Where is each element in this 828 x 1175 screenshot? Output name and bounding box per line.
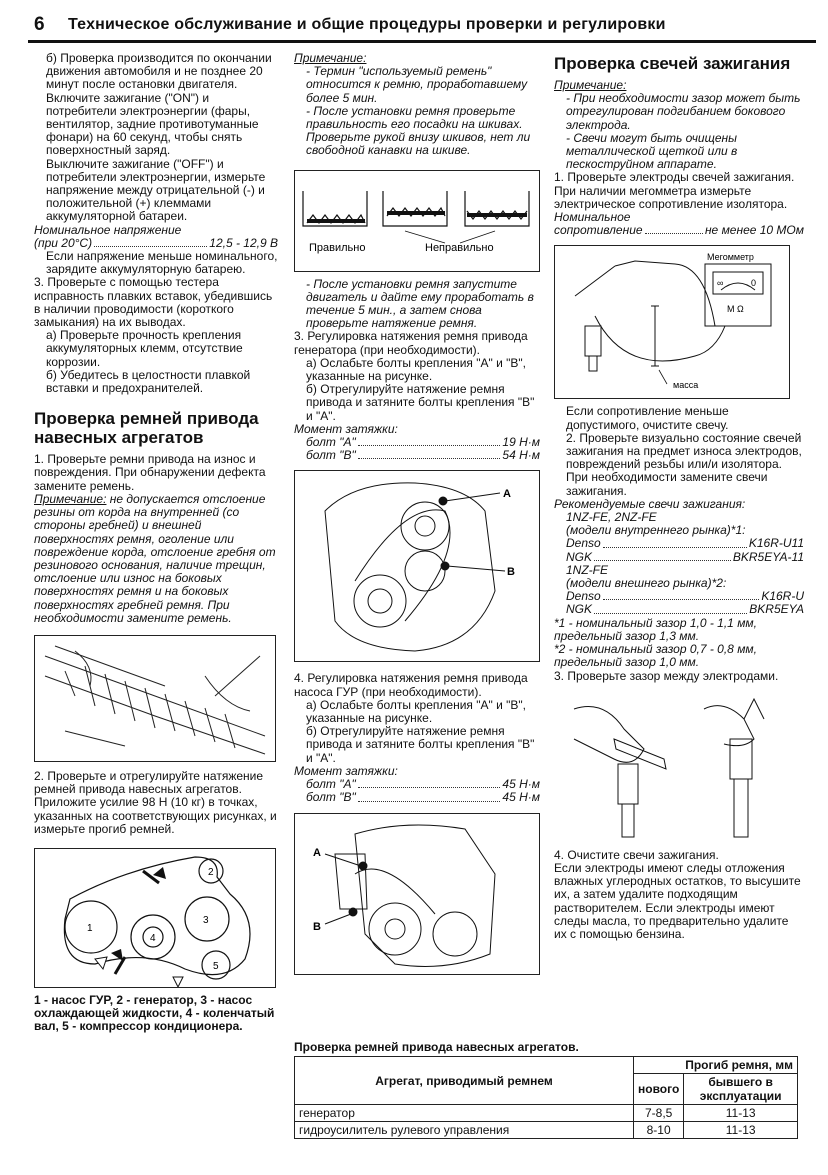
nominal-resistance-name: сопротивление [554,223,643,238]
col-header-deflection: Прогиб ремня, мм [634,1057,798,1074]
torque-value: 19 Н·м [502,435,540,450]
cell-used: 11-13 [684,1105,798,1122]
scale-inf: ∞ [717,278,724,289]
ps-pump-figure [294,813,540,975]
col-header-new: нового [634,1074,684,1105]
footnote: *1 - номинальный зазор 1,0 - 1,1 мм, предельный зазор 1,3 мм. [554,615,757,643]
table-row [295,1122,798,1139]
torque-value: 45 Н·м [502,790,540,805]
pulley-label: 3 [203,914,209,926]
note: - После установки ремня запустите двигатель и дайте ему проработать в течение 5 мин., а затем снова проверьте натяжение ремня. [306,276,534,331]
torque-label: Момент затяжки: [294,421,398,436]
torque-name: болт "В" [306,448,356,463]
paragraph: 1. Проверьте электроды свечей зажигания. При наличии мегомметра измерьте электрическое сопротивление изолятора. [554,170,795,211]
market: (модели внутреннего рынка)*1: [566,523,746,538]
paragraph: 1. Проверьте ремни привода на износ и повреждения. При обнаружении дефекта замените ремень. [34,452,266,493]
section-heading-spark-plugs: Проверка свечей зажигания [554,54,791,73]
cell-unit: гидроусилитель рулевого управления [295,1122,634,1139]
megohmmeter-illustration [555,246,789,398]
paragraph: а) Ослабьте болты крепления "А" и "В", указанные на рисунке. [306,355,526,384]
alternator-illustration [295,471,539,661]
engine-models: 1NZ-FE, 2NZ-FE [566,510,657,525]
table-row [295,1105,798,1122]
megohmmeter-label: Мегомметр [707,252,754,263]
paragraph: 2. Проверьте и отрегулируйте натяжение ремней привода навесных агрегатов. Приложите усилие 98 Н (10 кг) в точках, указанных на соответствующих рисунках, и измерьте прогиб ремней. [34,768,277,836]
column-middle [294,52,540,975]
plug-row [554,603,804,616]
paragraph: а) Ослабьте болты крепления "А" и "В", указанные на рисунке. [306,697,526,726]
paragraph: Если электроды имеют следы отложения влажных углеродных остатков, то высушите их, а затем удалите подходящим растворителем. Если электроды имеют следы масла, то предварительно удалите их с помощью бензина. [554,860,801,941]
figure-caption: 1 - насос ГУР, 2 - генератор, 3 - насос охлаждающей жидкости, 4 - коленчатый вал, 5 - компрессор кондиционера. [34,992,275,1034]
cell-new: 7-8,5 [634,1105,684,1122]
column-left [34,52,278,1034]
paragraph: 2. Проверьте визуально состояние свечей зажигания на предмет износа электродов, повреждений резьбы или/и изолятора. При необходимости замените свечи зажигания. [566,430,802,498]
torque-value: 45 Н·м [502,777,540,792]
table-title: Проверка ремней привода навесных агрегатов. [294,1040,579,1054]
nominal-voltage-condition: (при 20°С) [34,235,93,250]
paragraph: 4. Очистите свечи зажигания. [554,847,719,862]
torque-label: Момент затяжки: [294,763,398,778]
plug-brand: Denso [566,589,601,604]
paragraph: Выключите зажигание ("OFF") и потребители электроэнергии, измерьте напряжение между отрицательной (-) и положительной (+) клеммами аккумуляторной батареи. [46,156,266,224]
nominal-voltage-label: Номинальное напряжение [34,222,182,237]
nominal-resistance-label: Номинальное [554,210,631,225]
plug-brand: NGK [566,602,593,617]
belt-fit-illustration [295,171,539,271]
torque-name: болт "А" [306,777,356,792]
plug-brand: NGK [566,549,593,564]
ps-pump-illustration [295,814,539,974]
bolt-label-b: B [313,920,321,933]
belt-routing-diagram [35,849,275,987]
plug-row [554,551,804,564]
col-header-unit: Агрегат, приводимый ремнем [295,1057,634,1105]
plug-row [554,537,804,550]
belt-wear-illustration [35,636,275,761]
ground-label: масса [673,380,699,391]
column-right [554,52,804,941]
cell-unit: генератор [295,1105,634,1122]
belt-deflection-table [294,1056,798,1139]
plug-part: K16R-U [761,589,804,604]
paragraph: 3. Проверьте с помощью тестера исправность плавких вставок, убедившись в наличии проводимости (короткого замыкания) на их выводах. [34,275,273,330]
fig-label-incorrect: Неправильно [425,241,494,254]
torque-value: 54 Н·м [502,448,540,463]
paragraph: Если напряжение меньше номинального, зарядите аккумуляторную батарею. [46,249,278,277]
scale-unit: М Ω [727,304,744,315]
torque-row [294,791,540,804]
paragraph: б) Отрегулируйте натяжение ремня привода и затяните болты крепления "В" и "А". [306,724,535,765]
table-header-row [295,1057,798,1074]
note-label: Примечание: [34,491,107,506]
paragraph: 4. Регулировка натяжения ремня привода насоса ГУР (при необходимости). [294,671,528,699]
cell-used: 11-13 [684,1122,798,1139]
fig-label-correct: Правильно [309,241,366,254]
note [34,493,278,625]
paragraph: Если сопротивление меньше допустимого, очистите свечу. [566,404,729,432]
page-header [28,10,816,43]
section-heading-belts: Проверка ремней привода навесных агрегатов [34,409,259,448]
note: - Термин "используемый ремень" относится к ремню, проработавшему более 5 мин. [306,64,528,105]
paragraph: б) Убедитесь в целостности плавкой вставки и предохранителей. [46,367,251,396]
paragraph: б) Проверка производится по окончании движения автомобиля и не позднее 20 минут после остановки двигателя. [46,51,272,92]
belt-fit-figure [294,170,540,272]
plug-brand: Denso [566,536,601,551]
paragraph: 3. Проверьте зазор между электродами. [554,668,779,683]
pulley-label: 5 [213,960,219,972]
torque-row [294,449,540,462]
torque-name: болт "В" [306,790,356,805]
bolt-label-a: A [503,488,511,501]
pulley-label: 1 [87,922,93,934]
note-text: не допускается отслоение резины от корда на внутренней (со стороны гребней) и внешней поверхностях ремня, оголение или повреждение корда, отслоение гребня от резинового основания, наличие трещин, отслоение или износ на боковых поверхностях ремня и на боковых поверхностях гребней ремня. При необходимости замените ремень. [34,491,276,625]
note: - Свечи могут быть очищены металлической щеткой или в пескоструйном аппарате. [566,130,738,172]
nominal-resistance-value: не менее 10 МОм [704,223,804,238]
nominal-voltage-value: 12,5 - 12,9 В [209,235,278,250]
bolt-label-b: B [507,566,515,579]
nominal-resistance-row [554,224,804,237]
engine-models: 1NZ-FE [566,562,608,577]
pulley-label: 2 [208,866,214,878]
footnote: *2 - номинальный зазор 0,7 - 0,8 мм, предельный зазор 1,0 мм. [554,642,757,670]
note: - При необходимости зазор может быть отрегулирован подгибанием бокового электрода. [566,91,801,132]
torque-name: болт "А" [306,435,356,450]
megohmmeter-figure [554,245,790,399]
page-number: 6 [34,14,45,35]
market: (модели внешнего рынка)*2: [566,576,727,591]
page-title: Техническое обслуживание и общие процедуры проверки и регулировки [68,16,666,33]
gap-check-figure [554,689,794,841]
note-label: Примечание: [554,78,627,92]
bolt-label-a: A [313,846,321,859]
plug-part: BKR5EYA [749,602,804,617]
recommended-label: Рекомендуемые свечи зажигания: [554,496,746,511]
col-header-used: бывшего в эксплуатации [684,1074,798,1105]
scale-zero: 0 [751,278,757,289]
alternator-figure [294,470,540,662]
pulley-label: 4 [150,932,156,944]
plug-part: K16R-U11 [748,536,804,551]
paragraph: б) Отрегулируйте натяжение ремня привода и затяните болты крепления "В" и "А". [306,382,535,423]
paragraph: Включите зажигание ("ON") и потребители электроэнергии (фары, вентилятор, задние противотуманные фонари) на 60 секунд, чтобы снять поверхностный заряд. [46,90,259,158]
paragraph: а) Проверьте прочность крепления аккумуляторных клемм, отсутствие коррозии. [46,328,243,369]
belt-routing-figure [34,848,276,988]
paragraph: 3. Регулировка натяжения ремня привода генератора (при необходимости). [294,329,528,357]
note-label: Примечание: [294,51,367,65]
belt-wear-figure [34,635,276,762]
gap-check-illustration [554,689,794,841]
cell-new: 8-10 [634,1122,684,1139]
note: - После установки ремня проверьте правильность его посадки на шкивах. Проверьте рукой внизу шкивов, нет ли свободной канавки на шкиве. [306,103,531,158]
plug-part: BKR5EYA-11 [732,549,804,564]
